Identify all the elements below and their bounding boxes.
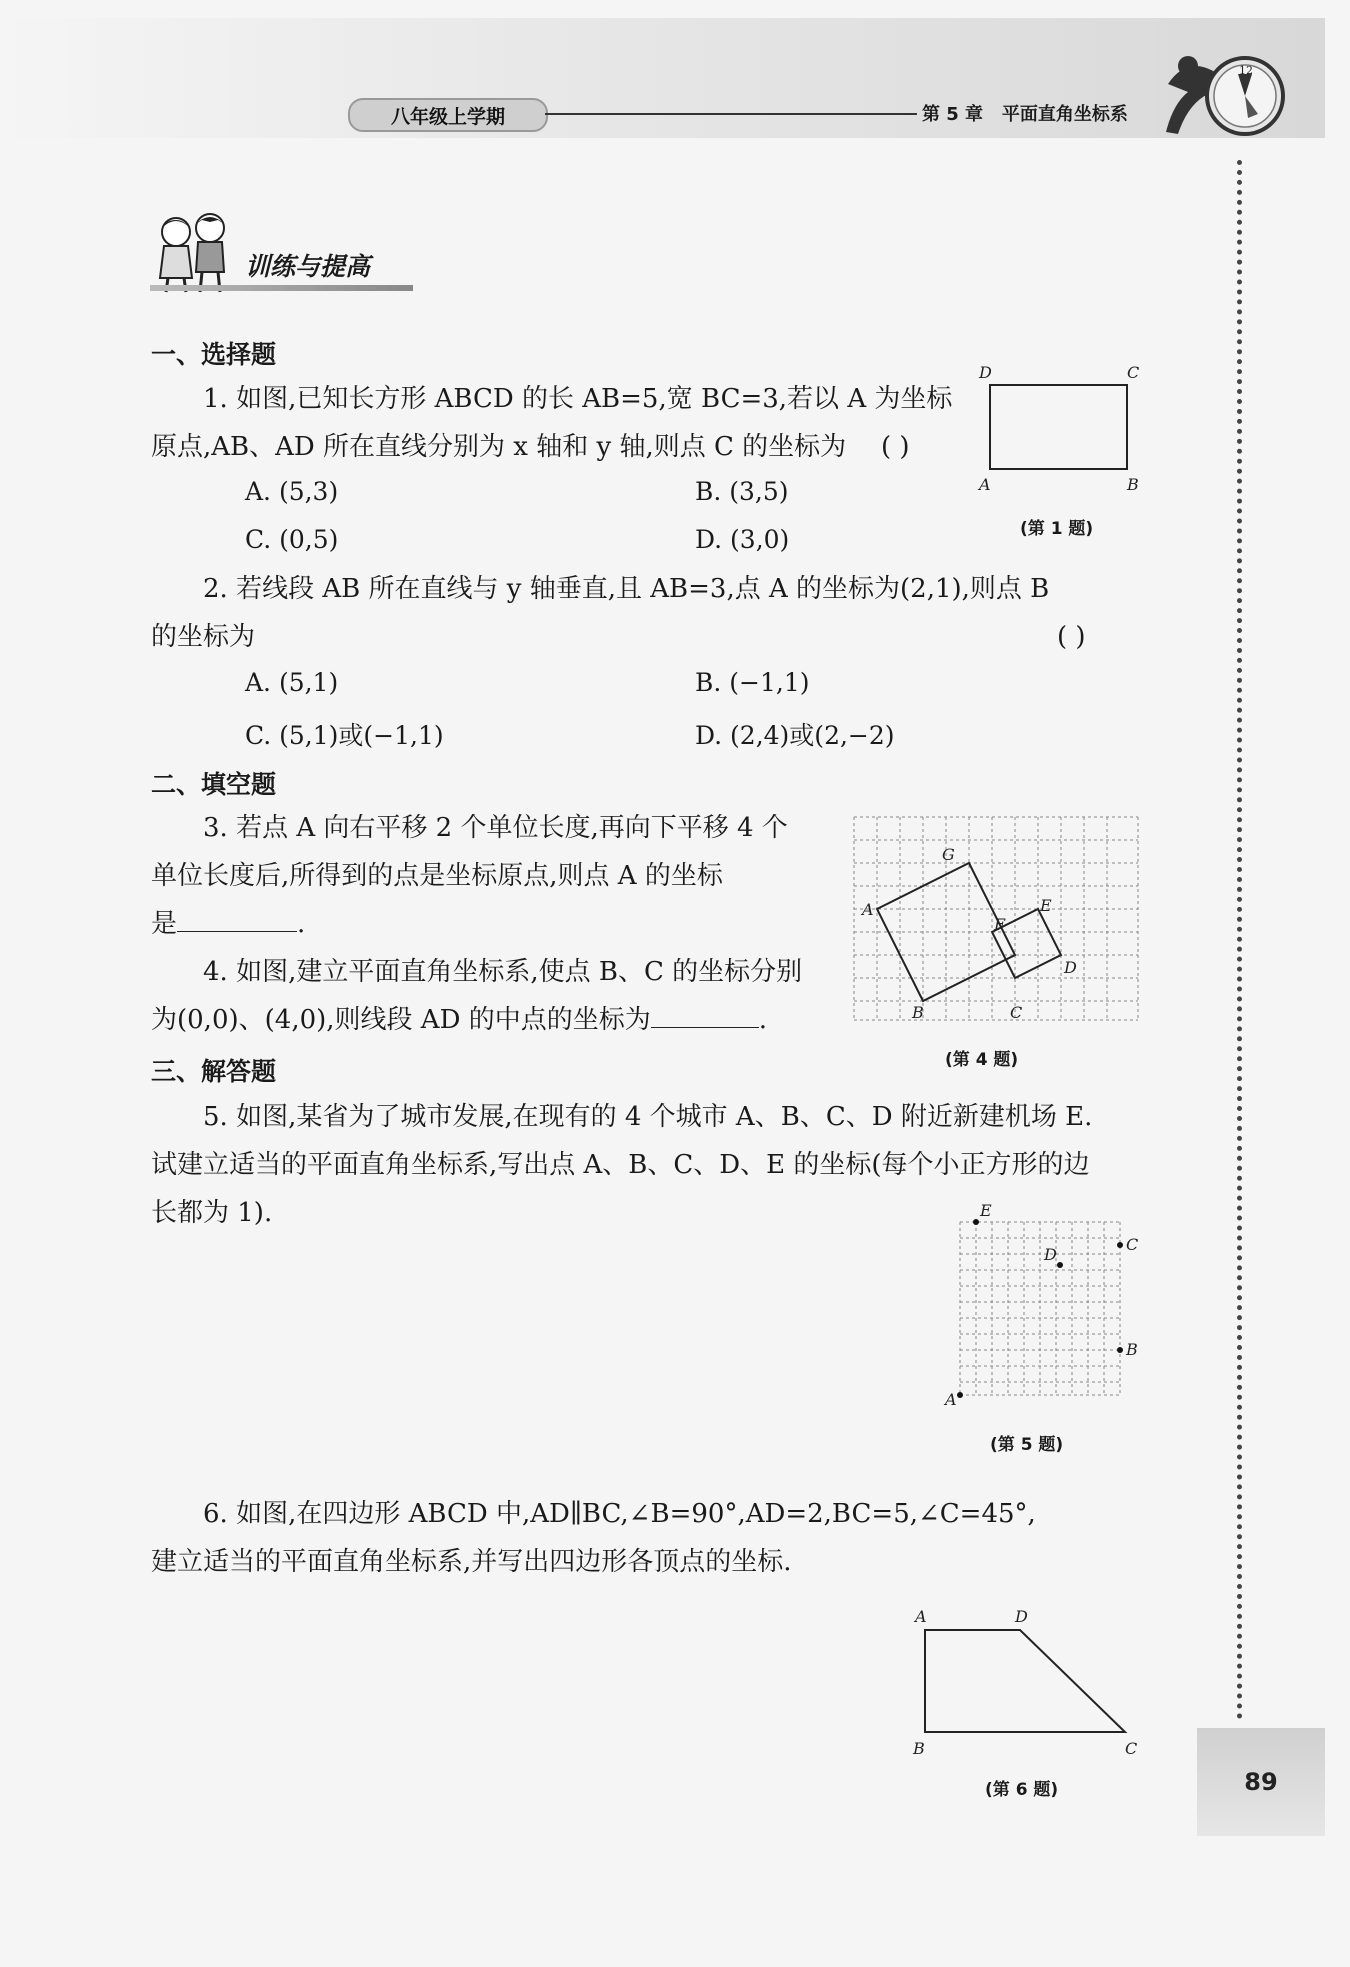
q1-line1: 1. 如图,已知长方形 ABCD 的长 AB=5,宽 BC=3,若以 A 为坐标 [203,384,953,414]
q2-option-b: B. (−1,1) [695,668,810,697]
chapter-number: 第 5 章 [922,104,984,125]
q5-point-d [1057,1262,1063,1268]
q6-label-b: B [913,1739,925,1758]
q6-label-c: C [1125,1739,1138,1758]
q1-label-c: C [1127,363,1140,382]
q4-label-e: E [1040,896,1052,915]
q3-line3 [151,900,305,948]
q1-rectangle-figure [975,360,1145,500]
q4-period: . [758,1005,767,1035]
q5-point-e [973,1219,979,1225]
q4-prefix: 为(0,0)、(4,0),则线段 AD 的中点的坐标为 [151,1005,651,1035]
page-number-box [1197,1728,1325,1836]
q4-caption: (第 4 题) [945,1050,1019,1070]
banner-underline [150,285,413,291]
q2-option-d: D. (2,4)或(2,−2) [695,721,895,750]
q5-label-a: A [945,1390,957,1409]
section-title-solve: 三、解答题 [151,1057,277,1086]
q5-caption: (第 5 题) [990,1435,1064,1455]
q6-caption: (第 6 题) [985,1780,1059,1800]
q1-option-d: D. (3,0) [695,525,790,554]
q1-option-c: C. (0,5) [245,525,339,554]
q6-line2: 建立适当的平面直角坐标系,并写出四边形各顶点的坐标. [151,1547,792,1577]
q5-label-c: C [1126,1235,1139,1254]
section-title-choice: 一、选择题 [151,340,277,369]
q1-caption: (第 1 题) [1020,519,1094,539]
q2-line2: 的坐标为 [151,622,256,652]
section-banner-title: 训练与提高 [245,252,371,281]
q5-line1: 5. 如图,某省为了城市发展,在现有的 4 个城市 A、B、C、D 附近新建机场 E. [203,1102,1093,1132]
q2-option-a: A. (5,1) [245,668,339,697]
q4-label-a: A [862,900,874,919]
q4-grid-figure [852,815,1142,1025]
q2-option-c: C. (5,1)或(−1,1) [245,721,444,750]
q1-label-d: D [979,363,992,382]
q5-line2: 试建立适当的平面直角坐标系,写出点 A、B、C、D、E 的坐标(每个小正方形的边 [151,1150,1090,1180]
q3-prefix: 是 [151,909,178,939]
clock-digit: 12 [1239,64,1253,77]
header-rule [545,113,917,115]
q1-line2: 原点,AB、AD 所在直线分别为 x 轴和 y 轴,则点 C 的坐标为 [151,432,847,462]
chapter-name: 平面直角坐标系 [1001,104,1128,125]
q3-line2: 单位长度后,所得到的点是坐标原点,则点 A 的坐标 [151,861,723,891]
q2-answer-bracket: ( ) [1057,622,1086,652]
page-number: 89 [1244,1768,1278,1796]
chapter-title [922,100,1128,126]
q4-label-f: F [994,915,1006,934]
q4-answer-blank[interactable] [651,1027,759,1028]
q3-period: . [297,909,306,939]
q5-line3: 长都为 1). [151,1198,273,1228]
q5-point-a [957,1392,963,1398]
q6-trapezoid-figure [905,1600,1145,1765]
q4-label-g: G [942,845,955,864]
q3-answer-blank[interactable] [177,931,297,932]
q4-line1: 4. 如图,建立平面直角坐标系,使点 B、C 的坐标分别 [203,957,803,987]
q1-option-b: B. (3,5) [695,477,789,506]
q4-label-b: B [912,1003,924,1022]
q6-line1: 6. 如图,在四边形 ABCD 中,AD∥BC,∠B=90°,AD=2,BC=5,∠C=45°, [203,1499,1036,1529]
q5-label-e: E [980,1201,992,1220]
q5-point-b [1117,1347,1123,1353]
q5-label-d: D [1044,1245,1057,1264]
grade-label: 八年级上学期 [390,105,505,128]
q1-option-a: A. (5,3) [245,477,339,506]
q1-label-b: B [1127,475,1139,494]
q2-line1: 2. 若线段 AB 所在直线与 y 轴垂直,且 AB=3,点 A 的坐标为(2,1),则点 B [203,574,1050,604]
margin-dotted-line [1237,160,1242,1720]
q6-label-a: A [915,1607,927,1626]
q4-line2 [151,996,767,1044]
q5-grid-figure [940,1200,1145,1415]
q5-point-c [1117,1242,1123,1248]
q4-label-c: C [1010,1003,1023,1022]
q1-label-a: A [979,475,991,494]
compass-runner-icon [1148,44,1288,144]
header-left-badge [348,98,548,132]
q5-grid-lines [960,1222,1120,1395]
q3-line1: 3. 若点 A 向右平移 2 个单位长度,再向下平移 4 个 [203,813,788,843]
q4-label-d: D [1064,958,1077,977]
section-title-fill: 二、填空题 [151,770,277,799]
q5-label-b: B [1126,1340,1138,1359]
q1-answer-bracket: ( ) [881,432,910,462]
q6-label-d: D [1015,1607,1028,1626]
kids-illustration [148,210,243,295]
